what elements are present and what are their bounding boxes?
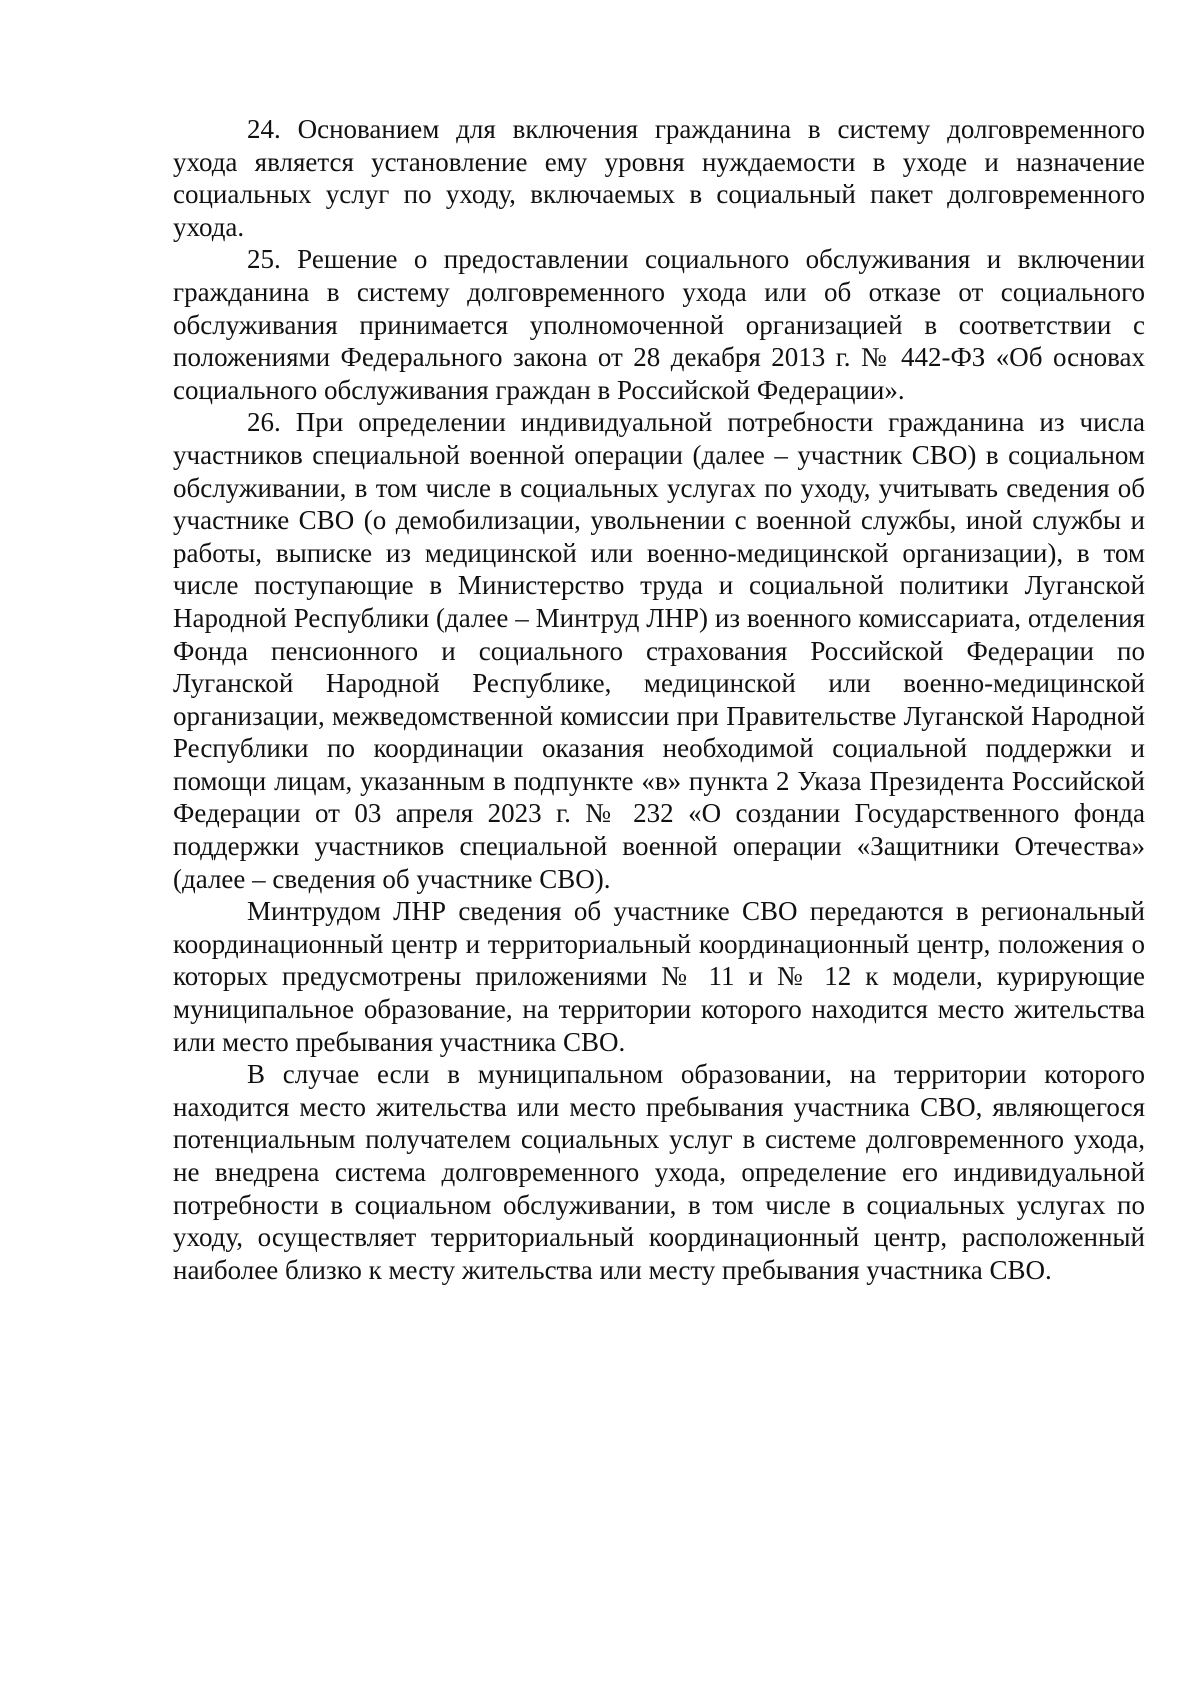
paragraph-25: 25. Решение о предоставлении социального обслуживания и включении гражданина в систему долговременного ухода или об отказе от социального обслуживания принимается уполномоченной организацией в соответствии с положениями Федерального закона от 28 декабря 2013 г. № 442-ФЗ «Об основах социального обслуживания граждан в Российской Федерации».: [173, 244, 1145, 405]
paragraph-26: 26. При определении индивидуальной потребности гражданина из числа участников специальной военной операции (далее – участник СВО) в социальном обслуживании, в том числе в социальных услугах по уходу, учитывать сведения об участнике СВО (о демобилизации, увольнении с военной службы, иной службы и работы, выписке из медицинской или военно-медицинской организации), в том числе поступающие в Министерство труда и социальной политики Луганской Народной Республики (далее – Минтруд ЛНР) из военного комиссариата, отделения Фонда пенсионного и социального страхования Российской Федерации по Луганской Народной Республике, медицинской или военно-медицинской организации, межведомственной комиссии при Правительстве Луганской Народной Республики по координации оказания необходимой социальной поддержки и помощи лицам, указанным в подпункте «в» пункта 2 Указа Президента Российской Федерации от 03 апреля 2023 г. № 232 «О создании Государственного фонда поддержки участников специальной военной операции «Защитники Отечества» (далее – сведения об участнике СВО).: [173, 407, 1145, 894]
paragraph-no-ltc-system: В случае если в муниципальном образовании, на территории которого находится место жительства или место пребывания участника СВО, являющегося потенциальным получателем социальных услуг в системе долговременного ухода, не внедрена система долговременного ухода, определение его индивидуальной потребности в социальном обслуживании, в том числе в социальных услугах по уходу, осуществляет территориальный координационный центр, расположенный наиболее близко к месту жительства или месту пребывания участника СВО.: [173, 1059, 1145, 1285]
paragraph-24: 24. Основанием для включения гражданина в систему долговременного ухода является установление ему уровня нуждаемости в уходе и назначение социальных услуг по уходу, включаемых в социальный пакет долговременного ухода.: [173, 114, 1145, 242]
document-body: [173, 113, 1145, 1286]
paragraph-mintrud-transfer: Минтрудом ЛНР сведения об участнике СВО передаются в региональный координационный центр и территориальный координационный центр, положения о которых предусмотрены приложениями № 11 и № 12 к модели, курирующие муниципальное образование, на территории которого находится место жительства или место пребывания участника СВО.: [173, 896, 1145, 1057]
